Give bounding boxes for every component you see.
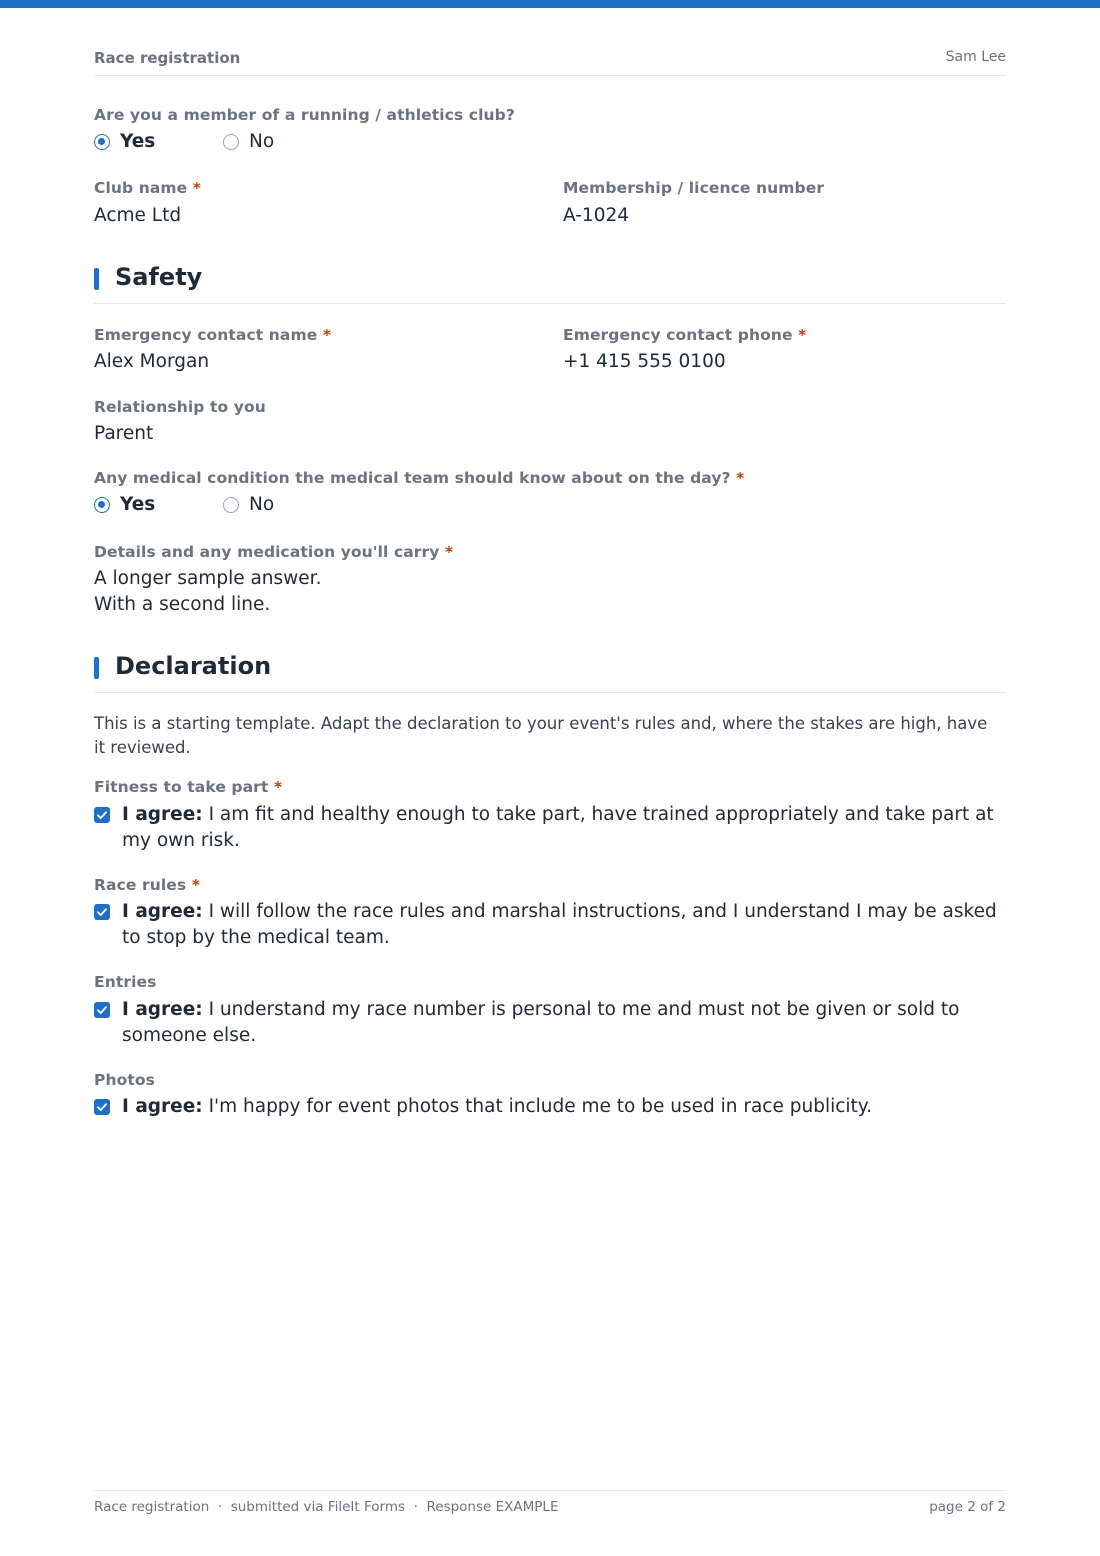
emergency-contact-name-label-text: Emergency contact name xyxy=(94,326,318,344)
declaration-fitness-statement: I am fit and healthy enough to take part, have trained appropriately and take part at my own risk. xyxy=(122,804,994,851)
section-declaration-title: Declaration xyxy=(115,652,272,680)
checkbox-checked-icon[interactable] xyxy=(94,1002,110,1018)
declaration-photos-item[interactable] xyxy=(94,1094,1006,1124)
medication-details-value xyxy=(94,566,321,618)
declaration-photos-statement: I'm happy for event photos that include me to be used in race publicity. xyxy=(208,1096,872,1117)
radio-no-icon[interactable] xyxy=(223,134,239,150)
medical-condition-radio-group[interactable] xyxy=(94,493,394,517)
checkbox-checked-icon[interactable] xyxy=(94,1099,110,1115)
radio-yes-label: Yes xyxy=(120,131,156,152)
medical-condition-question xyxy=(94,469,744,487)
agree-prefix: I agree: xyxy=(122,901,203,922)
page-footer xyxy=(94,1490,1006,1520)
declaration-photos-label: Photos xyxy=(94,1071,155,1089)
declaration-race-rules-text xyxy=(122,899,1002,951)
relationship-label: Relationship to you xyxy=(94,398,266,416)
section-safety-title: Safety xyxy=(115,263,203,291)
respondent-name: Sam Lee xyxy=(945,49,1006,65)
club-member-question: Are you a member of a running / athletics club? xyxy=(94,106,515,124)
declaration-fitness-text xyxy=(122,802,1002,854)
footer-info: Race registration · submitted via FileIt Forms · Response EXAMPLE xyxy=(94,1499,559,1515)
radio-yes-label: Yes xyxy=(120,494,156,515)
page-number: page 2 of 2 xyxy=(929,1499,1006,1515)
required-marker: * xyxy=(445,543,454,561)
page-header xyxy=(94,48,1006,76)
section-declaration xyxy=(94,653,1006,693)
emergency-contact-phone-label-text: Emergency contact phone xyxy=(563,326,793,344)
required-marker: * xyxy=(191,876,200,894)
declaration-entries-statement: I understand my race number is personal to me and must not be given or sold to someone else. xyxy=(122,999,960,1046)
required-marker: * xyxy=(192,179,201,197)
agree-prefix: I agree: xyxy=(122,1096,203,1117)
club-member-radio-group[interactable] xyxy=(94,130,394,154)
radio-no-icon[interactable] xyxy=(223,497,239,513)
emergency-contact-name-label xyxy=(94,326,331,344)
declaration-race-rules-statement: I will follow the race rules and marshal instructions, and I understand I may be asked to stop by the medical team. xyxy=(122,901,997,948)
required-marker: * xyxy=(273,778,283,796)
section-safety xyxy=(94,264,1006,304)
club-name-label xyxy=(94,179,201,197)
radio-no-label: No xyxy=(249,131,275,152)
required-marker: * xyxy=(798,326,807,344)
top-accent-bar xyxy=(0,0,1100,8)
relationship-value: Parent xyxy=(94,423,154,444)
radio-yes-selected-icon[interactable] xyxy=(94,134,110,150)
form-title: Race registration xyxy=(94,49,241,67)
club-name-value: Acme Ltd xyxy=(94,205,182,226)
declaration-race-rules-label xyxy=(94,876,200,894)
radio-yes-selected-icon[interactable] xyxy=(94,497,110,513)
section-accent-bar xyxy=(94,657,99,679)
declaration-entries-label: Entries xyxy=(94,973,157,991)
declaration-fitness-label-text: Fitness to take part xyxy=(94,778,269,796)
declaration-photos-text xyxy=(122,1094,1002,1120)
declaration-note: This is a starting template. Adapt the declaration to your event's rules and, where the stakes are high, have it reviewed. xyxy=(94,714,988,757)
emergency-contact-phone-value: +1 415 555 0100 xyxy=(563,351,726,372)
checkbox-checked-icon[interactable] xyxy=(94,904,110,920)
membership-number-value: A-1024 xyxy=(563,205,630,226)
emergency-contact-phone-label xyxy=(563,326,806,344)
agree-prefix: I agree: xyxy=(122,804,203,825)
checkbox-checked-icon[interactable] xyxy=(94,807,110,823)
declaration-race-rules-item[interactable] xyxy=(94,899,1006,955)
club-name-label-text: Club name xyxy=(94,179,188,197)
membership-number-label: Membership / licence number xyxy=(563,179,825,197)
declaration-entries-item[interactable] xyxy=(94,997,1006,1053)
emergency-contact-name-value: Alex Morgan xyxy=(94,351,210,372)
medication-details-line-1: A longer sample answer. xyxy=(94,568,322,589)
declaration-entries-text xyxy=(122,997,1002,1049)
medication-details-line-2: With a second line. xyxy=(94,594,271,615)
required-marker: * xyxy=(322,326,332,344)
medical-condition-question-text: Any medical condition the medical team should know about on the day? xyxy=(94,469,731,487)
radio-no-label: No xyxy=(249,494,275,515)
medication-details-label-text: Details and any medication you'll carry xyxy=(94,543,440,561)
declaration-fitness-item[interactable] xyxy=(94,802,1006,858)
declaration-race-rules-label-text: Race rules xyxy=(94,876,187,894)
agree-prefix: I agree: xyxy=(122,999,203,1020)
medication-details-label xyxy=(94,543,453,561)
section-accent-bar xyxy=(94,268,99,290)
required-marker: * xyxy=(736,469,745,487)
declaration-fitness-label xyxy=(94,778,282,796)
